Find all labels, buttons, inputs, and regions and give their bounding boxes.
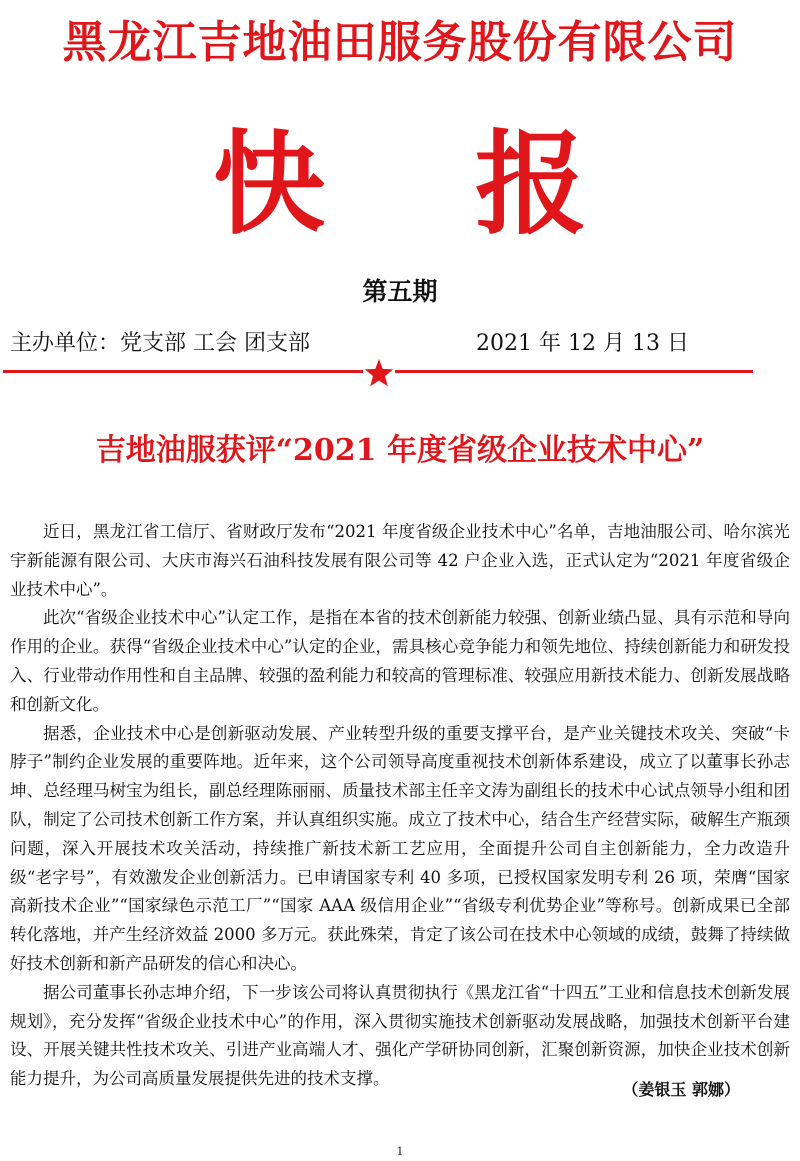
bulletin-title-char: 报 [475, 120, 587, 250]
article-headline: 吉地油服获评“2021 年度省级企业技术中心” [95, 433, 705, 468]
article-paragraph: 近日，黑龙江省工信厅、省财政厅发布“2021 年度省级企业技术中心”名单，吉地油服公司、哈尔滨光宇新能源有限公司、大庆市海兴石油科技发展有限公司等 42 户企业入选，正式认定为“2021 年度省级企业技术中心”。 [10, 522, 790, 599]
star-icon [365, 359, 394, 386]
article-paragraph: 据悉，企业技术中心是创新驱动发展、产业转型升级的重要支撑平台，是产业关键技术攻关、突破“卡脖子”制约企业发展的重要阵地。近年来，这个公司领导高度重视技术创新体系建设，成立了以董事长孙志坤、总经理马树宝为组长，副总经理陈丽丽、质量技术部主任辛文涛为副组长的技术中心试点领导小组和团队，制定了公司技术创新工作方案，并认真组织实施。成立了技术中心，结合生产经营实际，破解生产瓶颈问题，深入开展技术攻关活动，持续推广新技术新工艺应用，全面提升公司自主创新能力，全力改造升级“老字号”，有效激发企业创新活力。已申请国家专利 40 多项，已授权国家发明专利 26 项，荣膺“国家高新技术企业”“国家绿色示范工厂”“国家 AAA 级信用企业”“省级专利优势企业”等称号。创新成果已全部转化落地，并产生经济效益 2000 多万元。获此殊荣，肯定了该公司在技术中心领域的成绩，鼓舞了持续做好技术创新和新产品研发的信心和决心。 [10, 723, 790, 973]
publish-date: 2021 年 12 月 13 日 [476, 331, 689, 356]
organizer-line: 主办单位：党支部 工会 团支部 [10, 331, 310, 356]
divider-line-right [395, 370, 753, 373]
company-name: 黑龙江吉地油田服务股份有限公司 [62, 17, 738, 68]
article-paragraph: 据公司董事长孙志坤介绍，下一步该公司将认真贯彻执行《黑龙江省“十四五”工业和信息技术创新发展规划》，充分发挥“省级企业技术中心”的作用，深入贯彻实施技术创新驱动发展战略，加强技术创新平台建设、开展关键共性技术攻关、引进产业高端人才、强化产学研协同创新，汇聚创新资源，加快企业技术创新能力提升，为公司高质量发展提供先进的技术支撑。 [10, 982, 790, 1089]
divider-line-left [3, 370, 363, 373]
bulletin-title [0, 95, 800, 256]
article-author: （姜银玉 郭娜） [622, 1080, 740, 1099]
page-number: 1 [396, 1145, 404, 1158]
header-divider [3, 358, 753, 388]
article-body [10, 518, 790, 1094]
bulletin-title-char: 快 [213, 120, 325, 250]
article-paragraph: 此次“省级企业技术中心”认定工作，是指在本省的技术创新能力较强、创新业绩凸显、具有示范和导向作用的企业。获得“省级企业技术中心”认定的企业，需具核心竞争能力和领先地位、持续创新能力和研发投入、行业带动作用性和自主品牌、较强的盈利能力和较高的管理标准、较强应用新技术能力、创新发展战略和创新文化。 [10, 608, 790, 714]
issue-number: 第五期 [362, 277, 438, 306]
